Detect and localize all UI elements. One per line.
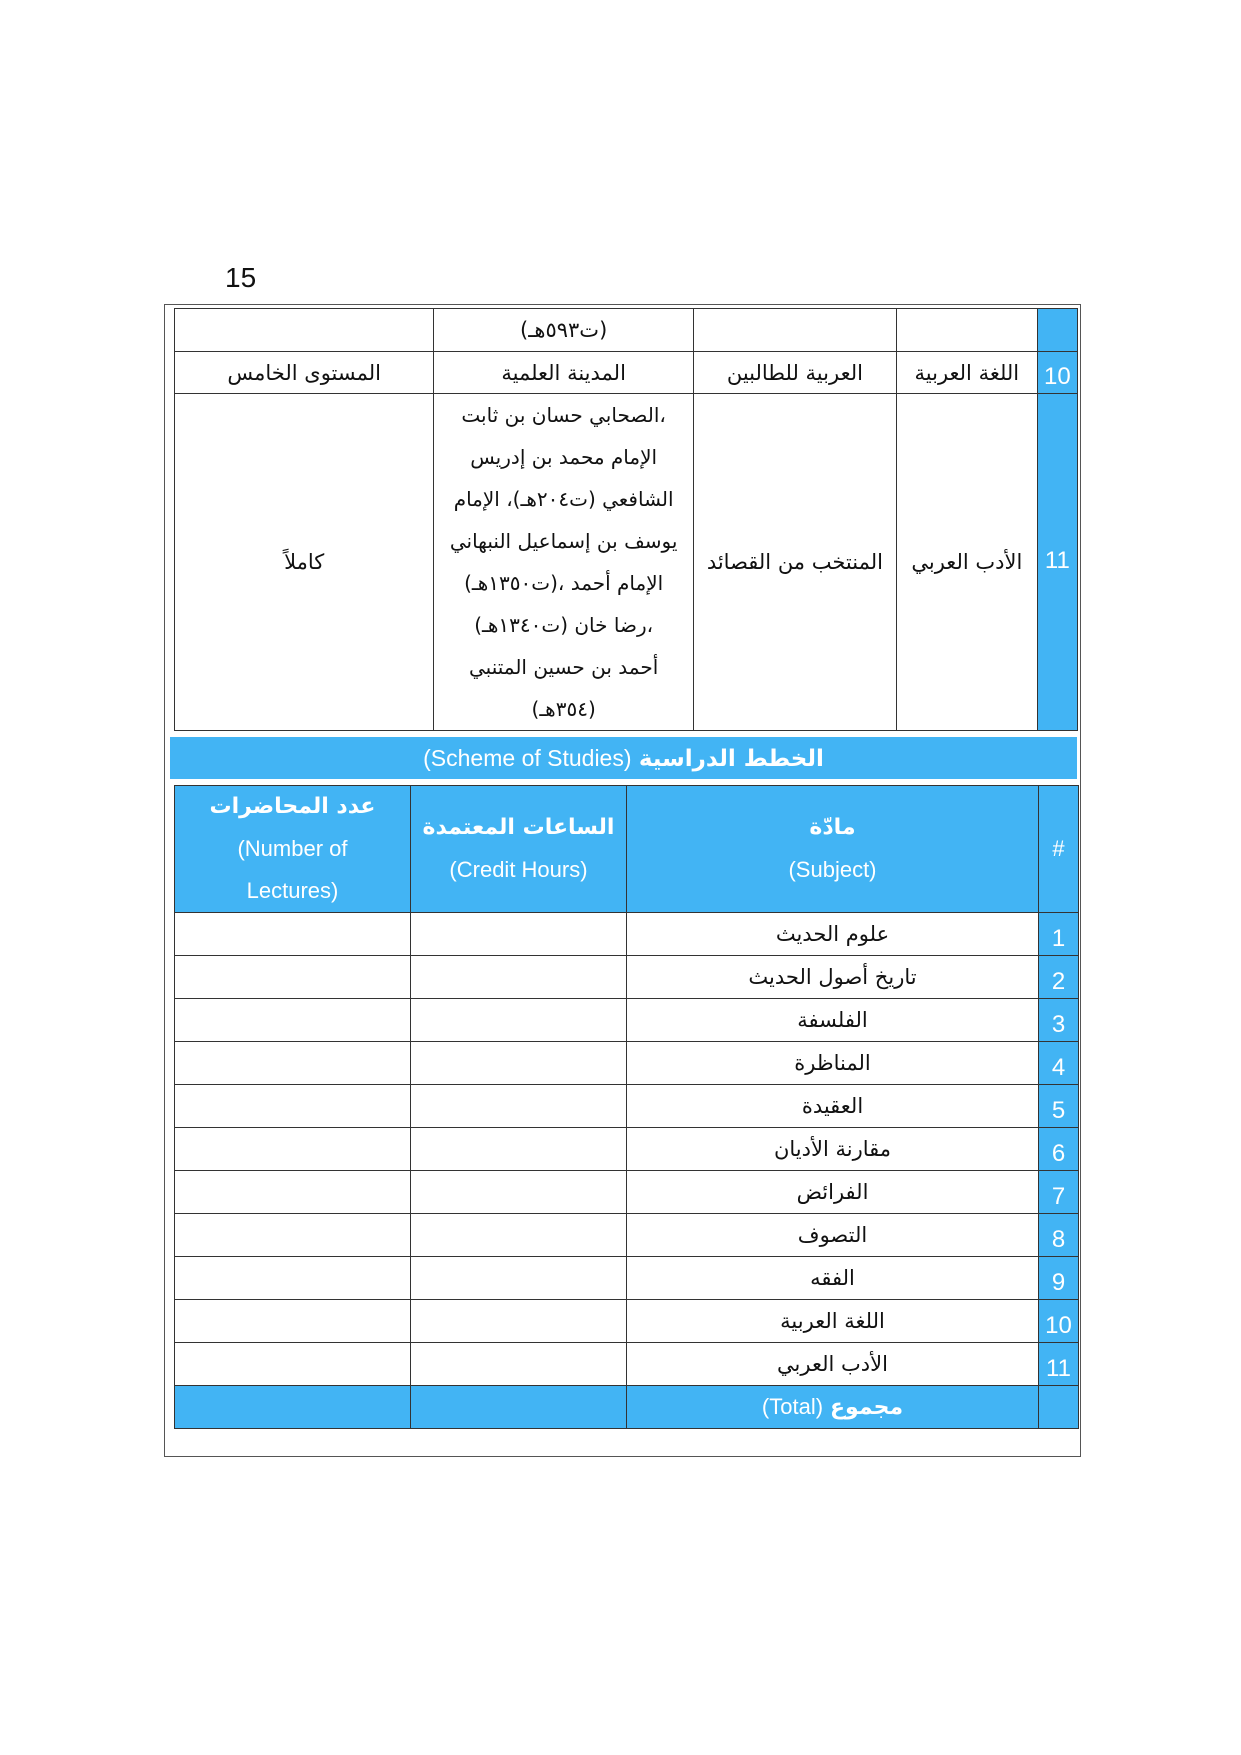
- poets-cell: (ت٥٩٣هـ): [434, 309, 693, 352]
- lectures-cell: [175, 913, 411, 956]
- row-number: [1037, 309, 1077, 352]
- credit-cell: [411, 1214, 627, 1257]
- poets-line: رضا خان (ت١٣٤٠هـ)،: [474, 613, 654, 637]
- lectures-cell: [175, 1214, 411, 1257]
- subject-cell: تاريخ أصول الحديث: [627, 956, 1039, 999]
- lectures-cell: [175, 1042, 411, 1085]
- poets-cell: [434, 394, 693, 731]
- row-number: 6: [1039, 1128, 1079, 1171]
- table-row: [175, 1214, 1079, 1257]
- row-number: 7: [1039, 1171, 1079, 1214]
- subject-cell: الأدب العربي: [627, 1343, 1039, 1386]
- poets-line: أحمد بن حسين المتنبي: [468, 655, 659, 679]
- scheme-banner: [170, 737, 1077, 779]
- book-cell: [693, 309, 896, 352]
- subject-cell: المناظرة: [627, 1042, 1039, 1085]
- table-row: [175, 1171, 1079, 1214]
- credit-cell: [411, 1300, 627, 1343]
- credit-cell: [411, 1343, 627, 1386]
- scope-cell: المستوى الخامس: [175, 352, 434, 394]
- total-number-cell: [1039, 1386, 1079, 1429]
- poets-line: الإمام محمد بن إدريس: [470, 445, 658, 469]
- credit-cell: [411, 1171, 627, 1214]
- table-row: [175, 913, 1079, 956]
- row-number: 11: [1039, 1343, 1079, 1386]
- table-header-row: [175, 786, 1079, 913]
- book-cell: العربية للطالبين: [693, 352, 896, 394]
- row-number: 10: [1039, 1300, 1079, 1343]
- row-number: 11: [1037, 394, 1077, 731]
- table-row: [175, 309, 1078, 352]
- subject-cell: علوم الحديث: [627, 913, 1039, 956]
- table-row: [175, 1300, 1079, 1343]
- lectures-cell: [175, 1128, 411, 1171]
- total-label: (Total) مجموع: [627, 1386, 1039, 1429]
- subject-header: مادّة (Subject): [627, 786, 1039, 913]
- page-number: 15: [225, 262, 257, 293]
- table-row: [175, 1343, 1079, 1386]
- table-row: [175, 1085, 1079, 1128]
- lectures-cell: [175, 1257, 411, 1300]
- subject-cell: الفلسفة: [627, 999, 1039, 1042]
- row-number: 3: [1039, 999, 1079, 1042]
- poets-line: الشافعي (ت٢٠٤هـ)، الإمام: [453, 487, 674, 511]
- table-row: [175, 1128, 1079, 1171]
- row-number: 9: [1039, 1257, 1079, 1300]
- scope-cell: [175, 309, 434, 352]
- subject-cell: التصوف: [627, 1214, 1039, 1257]
- lectures-cell: [175, 1300, 411, 1343]
- scheme-banner-english: (Scheme of Studies): [423, 745, 632, 771]
- total-lectures-cell: [175, 1386, 411, 1429]
- scheme-table: [174, 785, 1079, 1429]
- subject-cell: اللغة العربية: [896, 352, 1037, 394]
- row-number: 8: [1039, 1214, 1079, 1257]
- lectures-cell: [175, 999, 411, 1042]
- credit-cell: [411, 1085, 627, 1128]
- poets-line: (٣٥٤هـ): [531, 697, 596, 721]
- total-row: [175, 1386, 1079, 1429]
- credit-cell: [411, 913, 627, 956]
- lectures-cell: [175, 956, 411, 999]
- lectures-header: عدد المحاضرات (Number of Lectures): [175, 786, 411, 913]
- total-credit-cell: [411, 1386, 627, 1429]
- table-row: [175, 352, 1078, 394]
- subject-cell: الفرائض: [627, 1171, 1039, 1214]
- row-number: 2: [1039, 956, 1079, 999]
- lectures-cell: [175, 1343, 411, 1386]
- scheme-banner-arabic: الخطط الدراسية: [638, 746, 824, 772]
- subject-cell: العقيدة: [627, 1085, 1039, 1128]
- lectures-cell: [175, 1085, 411, 1128]
- subject-cell: الأدب العربي: [896, 394, 1037, 731]
- poets-line: يوسف بن إسماعيل النبهاني: [449, 529, 678, 553]
- row-number: 5: [1039, 1085, 1079, 1128]
- lectures-cell: [175, 1171, 411, 1214]
- table-row: [175, 956, 1079, 999]
- credit-cell: [411, 1042, 627, 1085]
- credit-cell: [411, 999, 627, 1042]
- row-number: 4: [1039, 1042, 1079, 1085]
- scope-cell: كاملاً: [175, 394, 434, 731]
- book-cell: المنتخب من القصائد: [693, 394, 896, 731]
- table-row: [175, 999, 1079, 1042]
- subject-cell: [896, 309, 1037, 352]
- subject-cell: مقارنة الأديان: [627, 1128, 1039, 1171]
- subject-cell: اللغة العربية: [627, 1300, 1039, 1343]
- syllabus-table: [174, 308, 1078, 731]
- poets-cell: المدينة العلمية: [434, 352, 693, 394]
- table-row: [175, 1257, 1079, 1300]
- number-header: #: [1039, 786, 1079, 913]
- poets-line: (ت١٣٥٠هـ)، الإمام أحمد: [464, 571, 664, 595]
- row-number: 1: [1039, 913, 1079, 956]
- credit-cell: [411, 1257, 627, 1300]
- credit-cell: [411, 956, 627, 999]
- credit-cell: [411, 1128, 627, 1171]
- table-row: [175, 394, 1078, 731]
- row-number: 10: [1037, 352, 1077, 394]
- subject-cell: الفقه: [627, 1257, 1039, 1300]
- credit-hours-header: الساعات المعتمدة (Credit Hours): [411, 786, 627, 913]
- table-row: [175, 1042, 1079, 1085]
- poets-line: الصحابي حسان بن ثابت،: [461, 403, 666, 427]
